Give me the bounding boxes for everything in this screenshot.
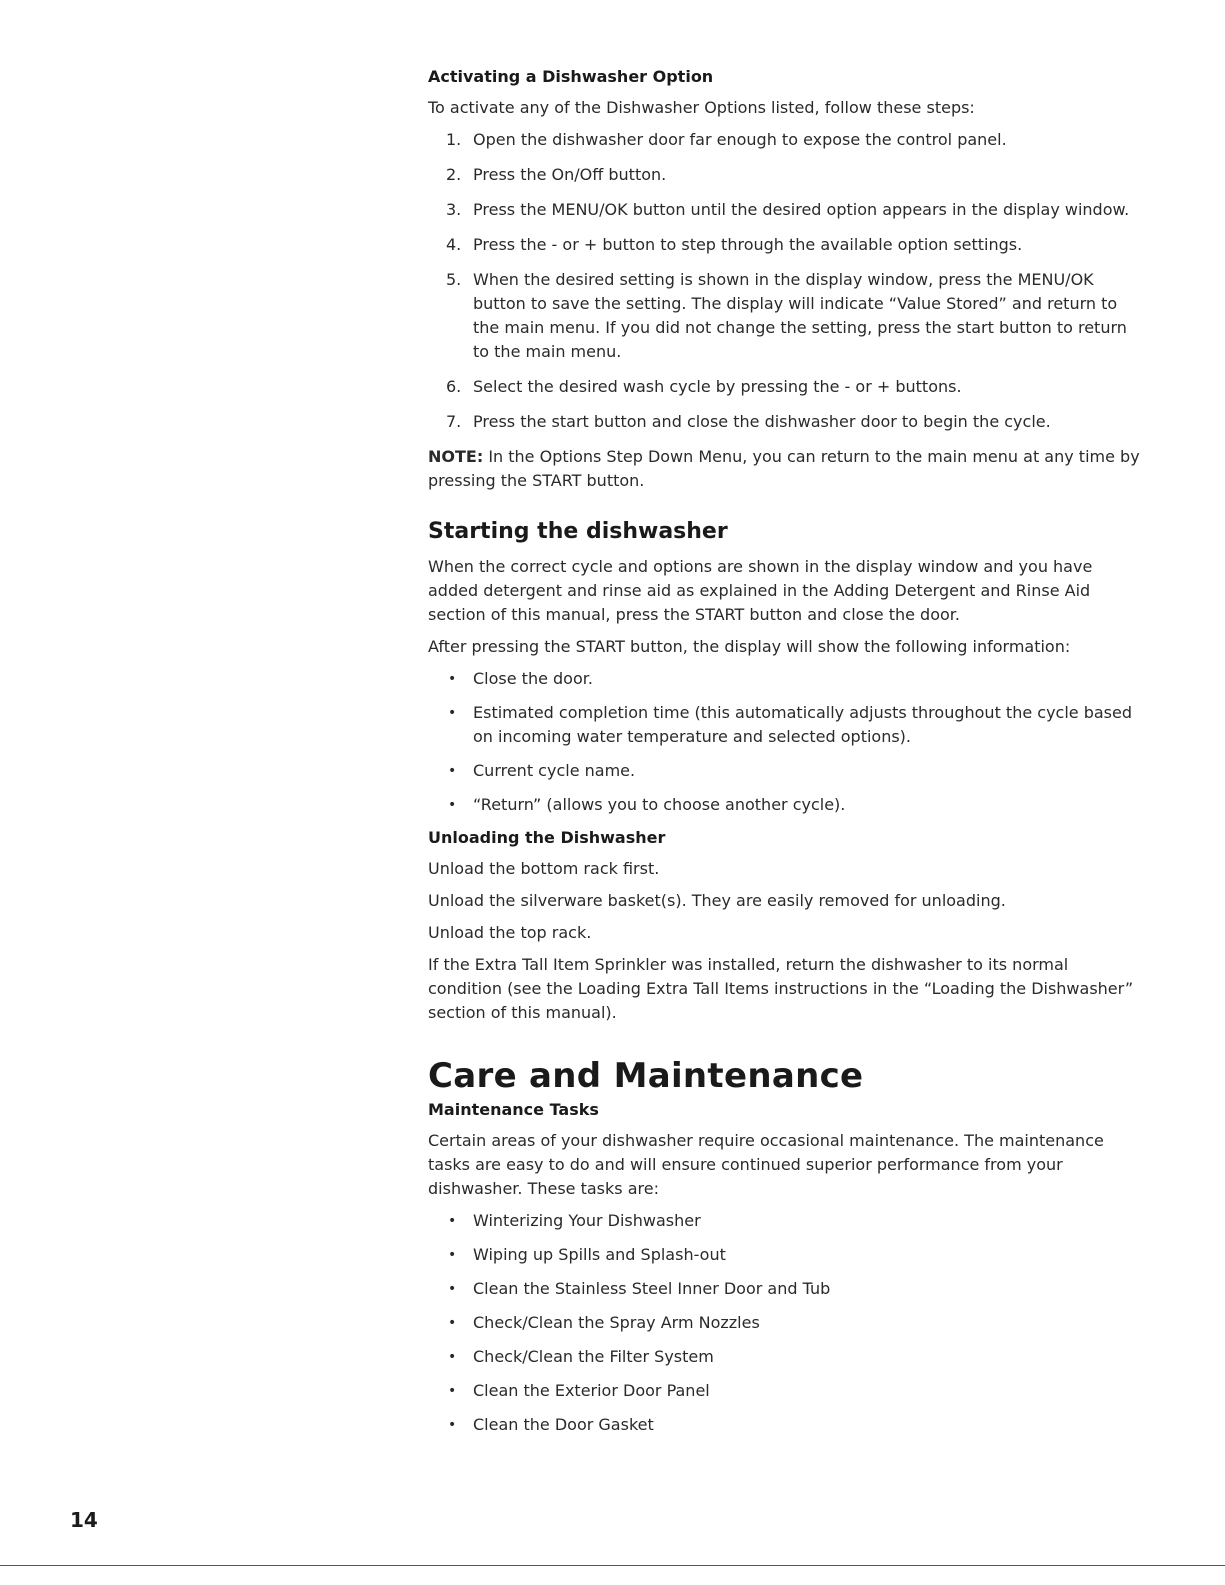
list-item-text: Check/Clean the Filter System xyxy=(473,1347,714,1366)
step-text: Press the - or + button to step through the available option settings. xyxy=(473,235,1023,254)
activating-intro: To activate any of the Dishwasher Options listed, follow these steps: xyxy=(428,98,975,117)
list-item-text: Clean the Exterior Door Panel xyxy=(473,1381,710,1400)
list-item xyxy=(428,1209,1143,1233)
heading-maintenance-tasks: Maintenance Tasks xyxy=(428,1100,599,1119)
options-note xyxy=(428,445,1143,493)
list-item xyxy=(428,1243,1143,1267)
bottom-divider xyxy=(0,1565,1225,1566)
starting-para-1: When the correct cycle and options are shown in the display window and you have added detergent and rinse aid as explained in the Adding Detergent and Rinse Aid section of this manual, press the START button and close the door. xyxy=(428,557,1093,624)
heading-unloading: Unloading the Dishwasher xyxy=(428,828,666,847)
list-item xyxy=(428,1277,1143,1301)
step-text: When the desired setting is shown in the display window, press the MENU/OK button to save the setting. The display will indicate “Value Stored” and return to the main menu. If you did not change the setting, press the start button to return to the main menu. xyxy=(473,270,1127,361)
step-item xyxy=(428,410,1143,434)
unloading-para: Unload the silverware basket(s). They are easily removed for unloading. xyxy=(428,891,1006,910)
step-text: Press the MENU/OK button until the desired option appears in the display window. xyxy=(473,200,1130,219)
step-item xyxy=(428,268,1143,364)
activation-steps-list xyxy=(428,128,1143,434)
step-text: Press the start button and close the dishwasher door to begin the cycle. xyxy=(473,412,1051,431)
list-item xyxy=(428,1379,1143,1403)
bullet-icon: • xyxy=(448,1247,457,1263)
unloading-para: Unload the bottom rack first. xyxy=(428,859,660,878)
step-number: 5. xyxy=(446,270,462,289)
step-item xyxy=(428,375,1143,399)
bullet-icon: • xyxy=(448,1417,457,1433)
list-item-text: Current cycle name. xyxy=(473,761,636,780)
step-text: Open the dishwasher door far enough to expose the control panel. xyxy=(473,130,1007,149)
maintenance-tasks-list xyxy=(428,1209,1143,1437)
bullet-icon: • xyxy=(448,797,457,813)
page-number: 14 xyxy=(70,1508,98,1532)
note-text: In the Options Step Down Menu, you can return to the main menu at any time by pressing the START button. xyxy=(428,447,1140,490)
bullet-icon: • xyxy=(448,763,457,779)
list-item-text: Winterizing Your Dishwasher xyxy=(473,1211,701,1230)
list-item xyxy=(428,1413,1143,1437)
step-number: 2. xyxy=(446,165,462,184)
list-item-text: Clean the Door Gasket xyxy=(473,1415,654,1434)
step-number: 4. xyxy=(446,235,462,254)
list-item-text: Wiping up Spills and Splash-out xyxy=(473,1245,726,1264)
list-item-text: Estimated completion time (this automatically adjusts throughout the cycle based on incoming water temperature and selected options). xyxy=(473,703,1132,746)
step-item xyxy=(428,233,1143,257)
page-content xyxy=(428,66,1143,1447)
heading-activating-option: Activating a Dishwasher Option xyxy=(428,67,714,86)
note-label: NOTE: xyxy=(428,447,484,466)
list-item-text: Clean the Stainless Steel Inner Door and Tub xyxy=(473,1279,831,1298)
unloading-para: Unload the top rack. xyxy=(428,923,592,942)
step-number: 1. xyxy=(446,130,462,149)
step-item xyxy=(428,163,1143,187)
list-item xyxy=(428,759,1143,783)
list-item xyxy=(428,1345,1143,1369)
bullet-icon: • xyxy=(448,1315,457,1331)
step-number: 6. xyxy=(446,377,462,396)
unloading-para: If the Extra Tall Item Sprinkler was installed, return the dishwasher to its normal condition (see the Loading Extra Tall Items instructions in the “Loading the Dishwasher” section of this manual). xyxy=(428,955,1134,1022)
list-item-text: Close the door. xyxy=(473,669,593,688)
bullet-icon: • xyxy=(448,1349,457,1365)
step-number: 3. xyxy=(446,200,462,219)
maintenance-para: Certain areas of your dishwasher require occasional maintenance. The maintenance tasks are easy to do and will ensure continued superior performance from your dishwasher. These tasks are: xyxy=(428,1131,1104,1198)
bullet-icon: • xyxy=(448,1213,457,1229)
list-item xyxy=(428,667,1143,691)
list-item xyxy=(428,1311,1143,1335)
step-item xyxy=(428,128,1143,152)
list-item-text: Check/Clean the Spray Arm Nozzles xyxy=(473,1313,760,1332)
step-item xyxy=(428,198,1143,222)
bullet-icon: • xyxy=(448,671,457,687)
step-text: Press the On/Off button. xyxy=(473,165,667,184)
bullet-icon: • xyxy=(448,705,457,721)
list-item xyxy=(428,701,1143,749)
chapter-title: Care and Maintenance xyxy=(428,1056,864,1096)
list-item-text: “Return” (allows you to choose another cycle). xyxy=(473,795,846,814)
heading-starting-dishwasher: Starting the dishwasher xyxy=(428,519,728,544)
step-number: 7. xyxy=(446,412,462,431)
list-item xyxy=(428,793,1143,817)
display-info-list xyxy=(428,667,1143,817)
starting-para-2: After pressing the START button, the display will show the following information: xyxy=(428,637,1071,656)
step-text: Select the desired wash cycle by pressing the - or + buttons. xyxy=(473,377,962,396)
bullet-icon: • xyxy=(448,1383,457,1399)
bullet-icon: • xyxy=(448,1281,457,1297)
